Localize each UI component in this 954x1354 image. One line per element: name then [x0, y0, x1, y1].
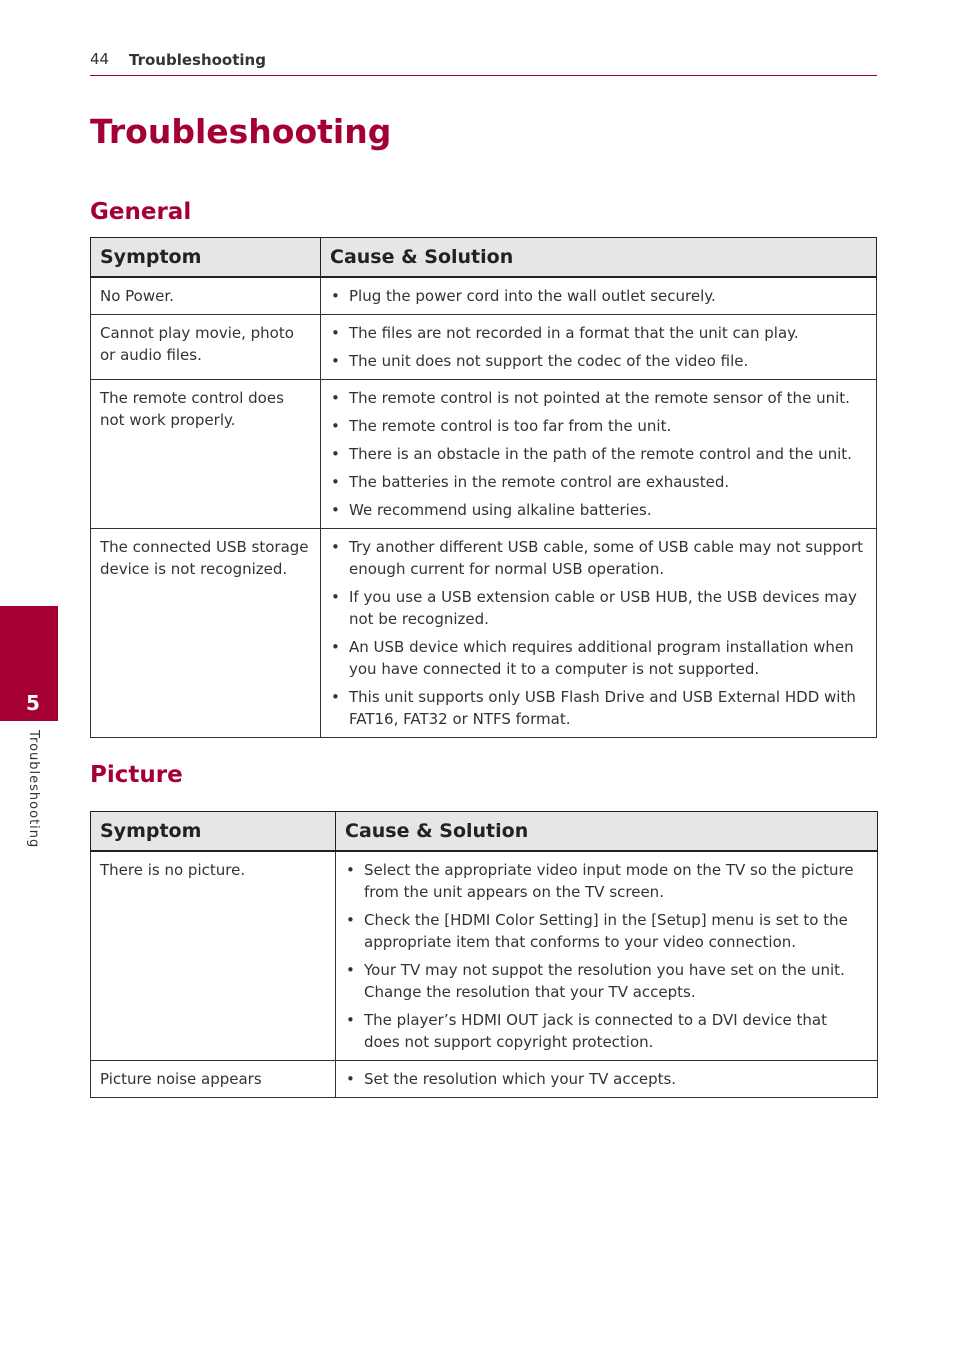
chapter-label: Troubleshooting: [26, 730, 41, 849]
table-row: [91, 277, 877, 315]
cause-cell: [321, 315, 877, 380]
cause-item: • Your TV may not suppot the resolution you have set on the unit. Change the resolution that your TV accepts.: [345, 959, 867, 1003]
cause-item: • Try another different USB cable, some of USB cable may not support enough current for normal USB operation.: [330, 536, 866, 580]
chapter-tab: [0, 606, 58, 721]
table-header-row: [91, 238, 877, 278]
table-row: [91, 315, 877, 380]
section-title-picture: Picture: [90, 762, 183, 788]
page-title: Troubleshooting: [90, 112, 392, 151]
symptom-cell: The connected USB storage device is not recognized.: [91, 529, 321, 738]
symptom-cell: The remote control does not work properly.: [91, 380, 321, 529]
cause-item: • An USB device which requires additional program installation when you have connected it to a computer is not supported.: [330, 636, 866, 680]
general-table: [90, 237, 877, 738]
cause-item: • The unit does not support the codec of the video file.: [330, 350, 866, 372]
cause-cell: [321, 380, 877, 529]
cause-item: • The remote control is too far from the unit.: [330, 415, 866, 437]
cause-item: • Check the [HDMI Color Setting] in the [Setup] menu is set to the appropriate item that conforms to your video connection.: [345, 909, 867, 953]
cause-item: • The files are not recorded in a format that the unit can play.: [330, 322, 866, 344]
picture-table: [90, 811, 878, 1098]
cause-item: • Set the resolution which your TV accepts.: [345, 1068, 867, 1090]
table-row: [91, 1061, 878, 1098]
chapter-number: 5: [26, 691, 40, 715]
table-row: [91, 851, 878, 1061]
column-header-cause: Cause & Solution: [336, 812, 878, 852]
table-header-row: [91, 812, 878, 852]
column-header-cause: Cause & Solution: [321, 238, 877, 278]
column-header-symptom: Symptom: [91, 812, 336, 852]
table-row: [91, 380, 877, 529]
cause-cell: [321, 277, 877, 315]
cause-item: • If you use a USB extension cable or USB HUB, the USB devices may not be recognized.: [330, 586, 866, 630]
section-title-general: General: [90, 199, 192, 225]
cause-cell: [336, 1061, 878, 1098]
cause-cell: [336, 851, 878, 1061]
symptom-cell: Cannot play movie, photo or audio files.: [91, 315, 321, 380]
cause-item: • There is an obstacle in the path of the remote control and the unit.: [330, 443, 866, 465]
column-header-symptom: Symptom: [91, 238, 321, 278]
symptom-cell: No Power.: [91, 277, 321, 315]
cause-item: • The remote control is not pointed at the remote sensor of the unit.: [330, 387, 866, 409]
cause-item: • Plug the power cord into the wall outlet securely.: [330, 285, 866, 307]
cause-cell: [321, 529, 877, 738]
symptom-cell: There is no picture.: [91, 851, 336, 1061]
symptom-cell: Picture noise appears: [91, 1061, 336, 1098]
cause-item: • Select the appropriate video input mode on the TV so the picture from the unit appears on the TV screen.: [345, 859, 867, 903]
page-header: [90, 48, 877, 76]
cause-item: • We recommend using alkaline batteries.: [330, 499, 866, 521]
table-row: [91, 529, 877, 738]
cause-item: • This unit supports only USB Flash Drive and USB External HDD with FAT16, FAT32 or NTFS format.: [330, 686, 866, 730]
cause-item: • The player’s HDMI OUT jack is connected to a DVI device that does not support copyright protection.: [345, 1009, 867, 1053]
page-number: 44: [90, 50, 110, 68]
cause-item: • The batteries in the remote control are exhausted.: [330, 471, 866, 493]
header-section-title: Troubleshooting: [129, 51, 266, 69]
